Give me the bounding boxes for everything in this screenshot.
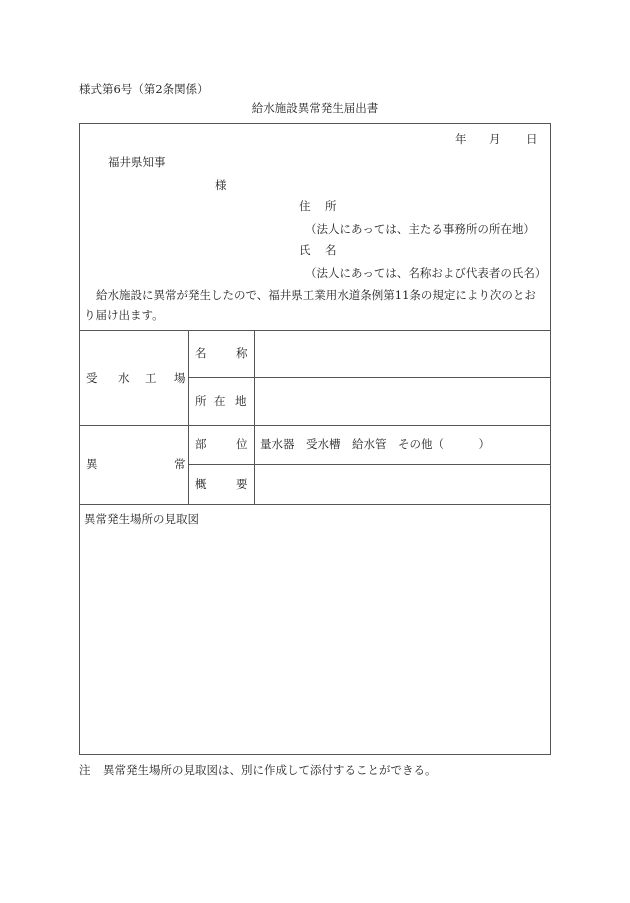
summary-label-1: 概 [195,477,207,491]
name-label-2: 名 [325,243,337,257]
date-day: 日 [526,132,538,146]
part-label-1: 部 [195,437,207,451]
receiving-plant-label-3: 工 [145,371,157,385]
footnote-text: 異常発生場所の見取図は、別に作成して添付することができる。 [103,763,437,777]
grid-line [79,504,551,505]
receiving-plant-label-1: 受 [86,371,98,385]
part-options: 量水器 受水槽 給水管 その他（ ） [260,437,490,451]
map-section-label: 異常発生場所の見取図 [84,512,199,526]
form-number: 様式第6号（第2条関係） [79,82,209,96]
grid-line [254,330,255,504]
grid-line [79,330,551,331]
addressee-governor: 福井県知事 [108,155,166,169]
grid-line [188,464,551,465]
grid-line [79,425,551,426]
date-month: 月 [489,132,501,146]
receiving-plant-label-2: 水 [118,371,130,385]
plant-name-label-2: 称 [236,346,248,360]
grid-line [188,330,189,504]
addressee-honorific: 様 [215,178,227,192]
abnormality-label-1: 異 [86,457,98,471]
address-label-2: 所 [325,199,337,213]
abnormality-label-2: 常 [174,457,186,471]
plant-location-label-3: 地 [235,394,247,408]
summary-label-2: 要 [236,477,248,491]
address-note: （法人にあっては、主たる事務所の所在地） [305,222,535,236]
part-label-2: 位 [236,437,248,451]
plant-location-label-1: 所 [195,394,207,408]
statement-text: 給水施設に異常が発生したので、福井県工業用水道条例第11条の規定により次のとおり届け出ます。 [84,288,536,322]
receiving-plant-label-4: 場 [174,371,186,385]
plant-name-label-1: 名 [195,346,207,360]
name-label-1: 氏 [299,243,311,257]
name-note: （法人にあっては、名称および代表者の氏名） [305,266,547,280]
plant-location-label-2: 在 [214,394,226,408]
document-title: 給水施設異常発生届出書 [251,101,379,115]
address-label-1: 住 [299,199,311,213]
date-year: 年 [455,132,467,146]
grid-line [188,377,551,378]
footnote-mark: 注 [79,763,91,777]
